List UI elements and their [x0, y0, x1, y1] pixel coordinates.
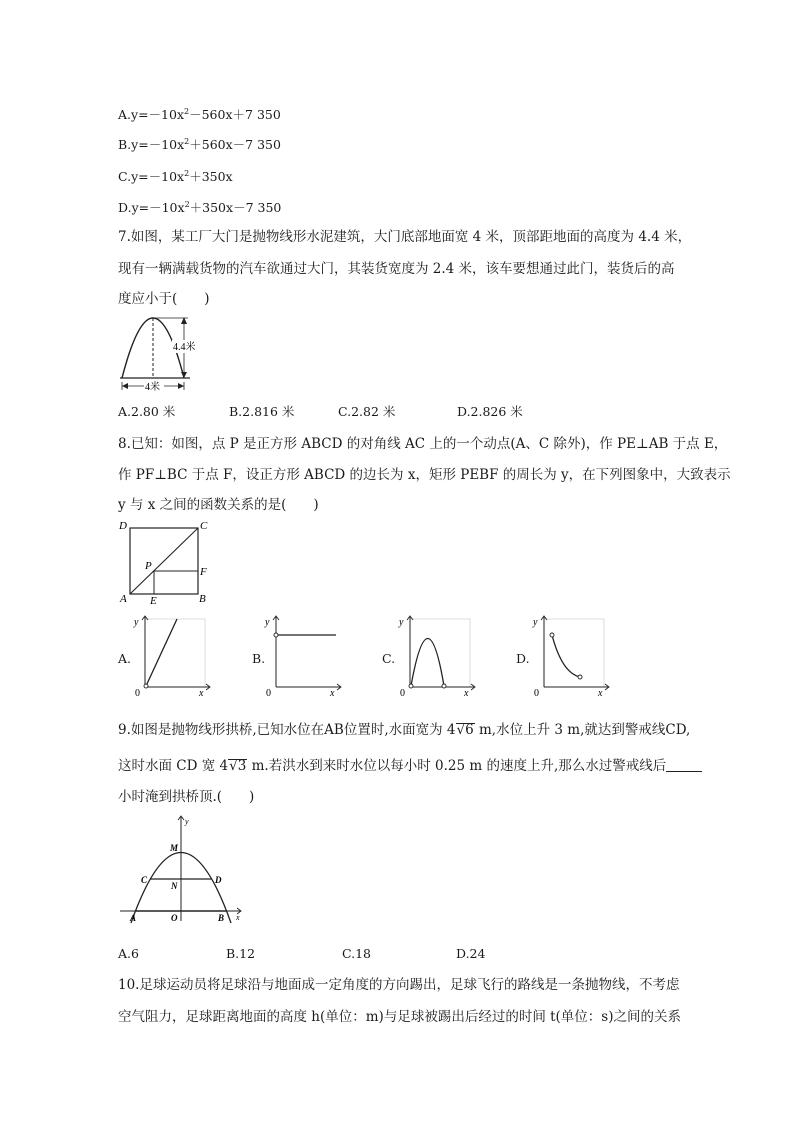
- q9-stem-line-1: 9.如图是抛物线形拱桥,已知水位在AB位置时,水面宽为 4√6 m,水位上升 3 m,就达到警戒线CD,: [118, 722, 691, 738]
- q8-stem-line-2: 作 PF⊥BC 于点 F，设正方形 ABCD 的边长为 x，矩形 PEBF 的周长为 y，在下列图象中，大致表示: [118, 467, 731, 483]
- q6-option-d: [118, 196, 281, 217]
- svg-text:x: x: [199, 688, 204, 699]
- sqrt-6: √6: [456, 722, 474, 738]
- svg-text:0: 0: [400, 688, 405, 699]
- q10-stem-line-1: 10.足球运动员将足球沿与地面成一定角度的方向踢出，足球飞行的路线是一条抛物线，不考虑: [118, 977, 680, 993]
- label-c: C: [141, 875, 148, 885]
- gate-height-label: 4.4米: [173, 342, 196, 353]
- q7-gate-figure: [116, 312, 220, 396]
- svg-text:0: 0: [135, 688, 140, 699]
- label-f: F: [200, 566, 207, 578]
- option-expr-tail: ＋560x－7 350: [189, 137, 281, 152]
- svg-text:y: y: [265, 617, 270, 628]
- option-exponent: 2: [184, 137, 190, 146]
- answer-blank: [666, 759, 702, 772]
- svg-text:x: x: [464, 688, 469, 699]
- option-expr-tail: ＋350x－7 350: [189, 200, 282, 215]
- option-letter: C.: [118, 169, 132, 184]
- label-m: M: [170, 843, 179, 853]
- q9-option-b: B.12: [226, 946, 256, 961]
- svg-text:y: y: [533, 617, 538, 628]
- q9-stem-line-3: 小时淹到拱桥顶.( ): [118, 789, 255, 805]
- option-letter: A.: [118, 107, 132, 122]
- q8-stem-line-3: y 与 x 之间的函数关系的是( ): [118, 497, 319, 513]
- label-p: P: [145, 560, 152, 572]
- label-n: N: [171, 881, 178, 891]
- q6-option-b: [118, 133, 281, 154]
- q8-graph-b: [264, 613, 344, 697]
- q8-graph-c-letter: C.: [382, 651, 396, 666]
- q6-option-a: [118, 103, 281, 124]
- q9-stem-line-2: 这时水面 CD 宽 4√3 m.若洪水到来时水位以每小时 0.25 m 的速度上升,那么水过警戒线后: [118, 757, 702, 775]
- option-expr-head: y=－10x: [131, 169, 185, 184]
- label-b: B: [218, 913, 225, 923]
- sqrt-3: √3: [229, 758, 247, 774]
- svg-text:y: y: [399, 617, 404, 628]
- q7-stem-line-1: 7.如图，某工厂大门是抛物线形水泥建筑，大门底部地面宽 4 米，顶部距地面的高度为 4.4 米，: [118, 229, 692, 245]
- q8-graph-a: [133, 613, 213, 697]
- q7-option-d: D.2.826 米: [457, 404, 523, 419]
- q8-graph-c: [398, 613, 478, 697]
- q9-option-c: C.18: [342, 946, 371, 961]
- svg-text:0: 0: [534, 688, 539, 699]
- option-exponent: 2: [184, 200, 190, 209]
- q7-stem-line-3: 度应小于( ): [118, 291, 210, 307]
- q8-graph-b-letter: B.: [252, 651, 266, 666]
- option-expr-head: y=－10x: [131, 107, 185, 122]
- option-exponent: 2: [184, 169, 190, 178]
- q7-option-b: B.2.816 米: [229, 404, 295, 419]
- graph-c-curve: [411, 639, 444, 687]
- option-expr-tail: －560x＋7 350: [189, 107, 281, 122]
- q6-option-c: [118, 165, 233, 186]
- q8-graph-d: [532, 613, 612, 697]
- svg-text:x: x: [598, 688, 603, 699]
- q8-stem-line-1: 8.已知：如图，点 P 是正方形 ABCD 的对角线 AC 上的一个动点(A、C 除外)，作 PE⊥AB 于点 E，: [118, 436, 728, 452]
- label-a: A: [130, 913, 137, 923]
- label-c: C: [200, 520, 208, 532]
- label-e: E: [150, 595, 157, 607]
- gate-width-label: 4米: [145, 382, 160, 393]
- q9-option-a: A.6: [118, 946, 139, 961]
- option-expr-tail: ＋350x: [189, 169, 233, 184]
- option-expr-head: y=－10x: [131, 137, 185, 152]
- q9-bridge-figure: [116, 815, 246, 923]
- label-b: B: [199, 593, 206, 605]
- svg-text:y: y: [134, 617, 139, 628]
- q8-graph-a-letter: A.: [118, 651, 132, 666]
- q7-stem-line-2: 现有一辆满载货物的汽车欲通过大门，其装货宽度为 2.4 米，该车要想通过此门，装货后的高: [118, 261, 675, 277]
- q8-graph-d-letter: D.: [516, 651, 530, 666]
- q7-option-c: C.2.82 米: [338, 404, 396, 419]
- label-o: O: [171, 913, 178, 923]
- svg-text:x: x: [330, 688, 335, 699]
- option-expr-head: y=－10x: [131, 200, 185, 215]
- q10-stem-line-2: 空气阻力，足球距离地面的高度 h(单位：m)与足球被踢出后经过的时间 t(单位：s)之间的关系: [118, 1009, 681, 1025]
- q9-option-d: D.24: [456, 946, 486, 961]
- q8-square-figure: [116, 518, 216, 606]
- width-arrow-left: [122, 383, 128, 389]
- graph-d-curve: [552, 635, 580, 677]
- label-d: D: [119, 520, 127, 532]
- label-d: D: [215, 875, 222, 885]
- label-a: A: [120, 593, 127, 605]
- svg-text:0: 0: [266, 688, 271, 699]
- height-arrow-down: [181, 372, 187, 378]
- q7-option-a: A.2.80 米: [118, 404, 176, 419]
- option-letter: D.: [118, 200, 132, 215]
- option-exponent: 2: [184, 107, 190, 116]
- graph-a-line: [146, 619, 177, 686]
- diagonal-ac: [130, 528, 198, 594]
- svg-text:x: x: [236, 913, 240, 922]
- svg-text:y: y: [185, 817, 189, 826]
- width-arrow-right: [178, 383, 184, 389]
- option-letter: B.: [118, 137, 132, 152]
